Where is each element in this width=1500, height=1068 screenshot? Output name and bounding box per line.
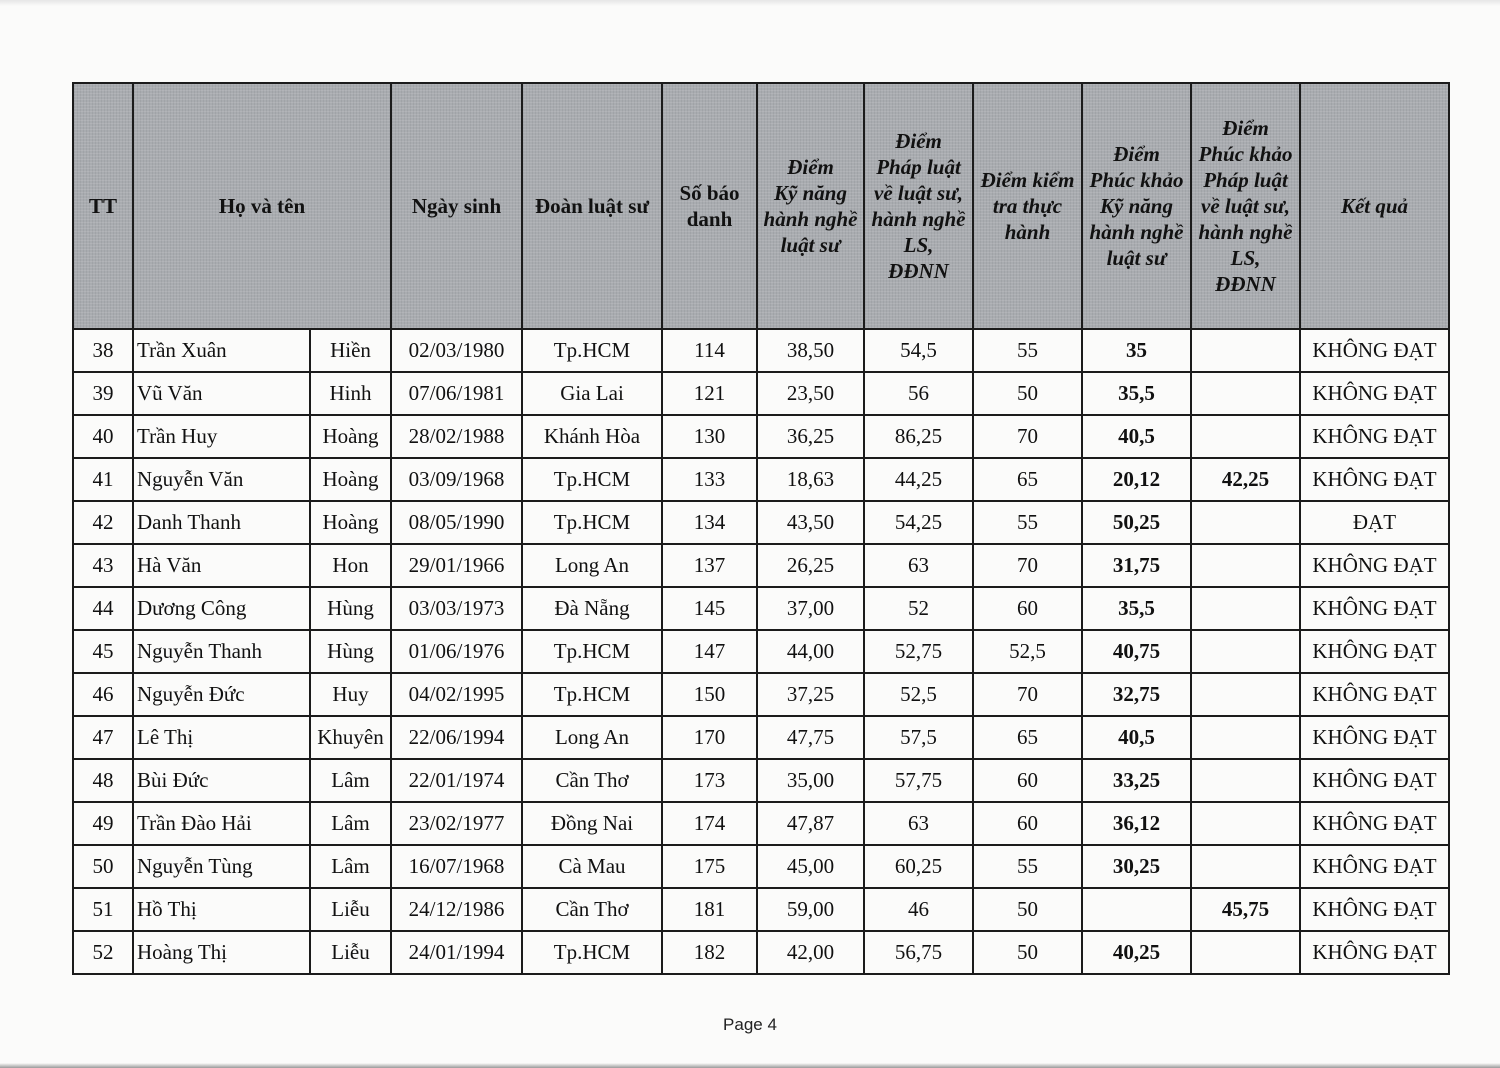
cell-tt: 42 [73, 501, 133, 544]
cell-diem-kiem-tra-thuc-hanh: 60 [973, 587, 1082, 630]
cell-diem-kiem-tra-thuc-hanh: 70 [973, 415, 1082, 458]
cell-ngay-sinh: 04/02/1995 [391, 673, 522, 716]
cell-ho: Bùi Đức [133, 759, 310, 802]
cell-phuc-khao-ky-nang: 20,12 [1082, 458, 1191, 501]
header-phuc-khao-phap-luat [1191, 83, 1300, 329]
cell-ket-qua: KHÔNG ĐẠT [1300, 845, 1449, 888]
header-line: luật sư [1106, 246, 1167, 270]
cell-ho: Nguyễn Văn [133, 458, 310, 501]
cell-diem-kiem-tra-thuc-hanh: 60 [973, 802, 1082, 845]
cell-phuc-khao-ky-nang: 50,25 [1082, 501, 1191, 544]
header-line: Điểm [1113, 142, 1160, 166]
cell-tt: 51 [73, 888, 133, 931]
cell-ngay-sinh: 29/01/1966 [391, 544, 522, 587]
cell-tt: 41 [73, 458, 133, 501]
table-row [73, 415, 1449, 458]
header-line: Phúc khảo [1198, 142, 1293, 166]
header-so-bao-danh [662, 83, 757, 329]
cell-ho: Nguyễn Đức [133, 673, 310, 716]
cell-diem-phap-luat: 52 [864, 587, 973, 630]
cell-ten: Lâm [310, 845, 391, 888]
cell-phuc-khao-ky-nang: 33,25 [1082, 759, 1191, 802]
cell-phuc-khao-ky-nang: 40,25 [1082, 931, 1191, 974]
cell-doan-luat-su: Tp.HCM [522, 630, 662, 673]
cell-phuc-khao-phap-luat [1191, 501, 1300, 544]
cell-ket-qua: KHÔNG ĐẠT [1300, 415, 1449, 458]
cell-diem-kiem-tra-thuc-hanh: 70 [973, 544, 1082, 587]
cell-diem-ky-nang: 26,25 [757, 544, 864, 587]
cell-phuc-khao-ky-nang: 40,5 [1082, 415, 1191, 458]
scan-edge-top [0, 0, 1500, 6]
header-line: luật sư [780, 233, 841, 257]
header-line: Điểm [895, 129, 942, 153]
cell-phuc-khao-ky-nang: 35,5 [1082, 587, 1191, 630]
header-line: Điểm kiểm [980, 168, 1075, 192]
table-row [73, 329, 1449, 372]
header-line: Điểm [1222, 116, 1269, 140]
cell-phuc-khao-ky-nang: 30,25 [1082, 845, 1191, 888]
header-line: Phúc khảo [1089, 168, 1184, 192]
cell-ten: Liễu [310, 931, 391, 974]
header-line: về luật sư, [1201, 194, 1291, 218]
cell-doan-luat-su: Long An [522, 544, 662, 587]
cell-phuc-khao-phap-luat [1191, 845, 1300, 888]
cell-tt: 40 [73, 415, 133, 458]
cell-doan-luat-su: Khánh Hòa [522, 415, 662, 458]
cell-so-bao-danh: 174 [662, 802, 757, 845]
header-line: hành nghề [1089, 220, 1184, 244]
cell-so-bao-danh: 121 [662, 372, 757, 415]
table-row [73, 759, 1449, 802]
cell-tt: 47 [73, 716, 133, 759]
cell-diem-kiem-tra-thuc-hanh: 55 [973, 845, 1082, 888]
cell-doan-luat-su: Đà Nẵng [522, 587, 662, 630]
cell-diem-kiem-tra-thuc-hanh: 55 [973, 329, 1082, 372]
cell-diem-ky-nang: 38,50 [757, 329, 864, 372]
header-ket-qua: Kết quả [1300, 83, 1449, 329]
cell-doan-luat-su: Long An [522, 716, 662, 759]
table-row [73, 630, 1449, 673]
cell-phuc-khao-ky-nang: 40,5 [1082, 716, 1191, 759]
cell-doan-luat-su: Đồng Nai [522, 802, 662, 845]
cell-phuc-khao-phap-luat [1191, 759, 1300, 802]
header-line: hành nghề [763, 207, 858, 231]
header-ngay-sinh: Ngày sinh [391, 83, 522, 329]
cell-so-bao-danh: 173 [662, 759, 757, 802]
cell-diem-ky-nang: 43,50 [757, 501, 864, 544]
header-tt: TT [73, 83, 133, 329]
cell-diem-kiem-tra-thuc-hanh: 50 [973, 931, 1082, 974]
header-line: Pháp luật [1203, 168, 1288, 192]
cell-ket-qua: ĐẠT [1300, 501, 1449, 544]
header-line: hành [1004, 220, 1051, 244]
cell-ngay-sinh: 03/03/1973 [391, 587, 522, 630]
header-line: ĐĐNN [1215, 272, 1276, 296]
header-ky-nang [757, 83, 864, 329]
cell-ngay-sinh: 22/06/1994 [391, 716, 522, 759]
cell-ten: Hiền [310, 329, 391, 372]
cell-so-bao-danh: 182 [662, 931, 757, 974]
cell-phuc-khao-phap-luat [1191, 716, 1300, 759]
cell-ho: Trần Huy [133, 415, 310, 458]
cell-diem-kiem-tra-thuc-hanh: 65 [973, 716, 1082, 759]
table-row [73, 716, 1449, 759]
header-ho-ten: Họ và tên [133, 83, 391, 329]
cell-so-bao-danh: 130 [662, 415, 757, 458]
cell-ngay-sinh: 22/01/1974 [391, 759, 522, 802]
header-line: LS, [1230, 246, 1261, 270]
cell-phuc-khao-ky-nang [1082, 888, 1191, 931]
cell-phuc-khao-phap-luat [1191, 630, 1300, 673]
table-row [73, 372, 1449, 415]
cell-ho: Trần Đào Hải [133, 802, 310, 845]
cell-ket-qua: KHÔNG ĐẠT [1300, 759, 1449, 802]
table-row [73, 888, 1449, 931]
cell-diem-phap-luat: 52,75 [864, 630, 973, 673]
cell-diem-phap-luat: 52,5 [864, 673, 973, 716]
cell-doan-luat-su: Cần Thơ [522, 759, 662, 802]
cell-diem-phap-luat: 54,5 [864, 329, 973, 372]
cell-diem-kiem-tra-thuc-hanh: 60 [973, 759, 1082, 802]
cell-diem-ky-nang: 18,63 [757, 458, 864, 501]
cell-tt: 45 [73, 630, 133, 673]
cell-ket-qua: KHÔNG ĐẠT [1300, 931, 1449, 974]
cell-ten: Hoàng [310, 501, 391, 544]
cell-diem-phap-luat: 86,25 [864, 415, 973, 458]
cell-ngay-sinh: 16/07/1968 [391, 845, 522, 888]
table-header [73, 83, 1449, 329]
cell-phuc-khao-ky-nang: 35 [1082, 329, 1191, 372]
header-line: về luật sư, [874, 181, 964, 205]
header-so-bao-danh-line: Số báo [679, 181, 740, 205]
header-line: tra thực [992, 194, 1063, 218]
cell-diem-phap-luat: 46 [864, 888, 973, 931]
header-phuc-khao-ky-nang [1082, 83, 1191, 329]
table-row [73, 845, 1449, 888]
cell-ten: Liễu [310, 888, 391, 931]
cell-doan-luat-su: Tp.HCM [522, 329, 662, 372]
header-line: hành nghề [1198, 220, 1293, 244]
cell-phuc-khao-phap-luat: 42,25 [1191, 458, 1300, 501]
cell-diem-ky-nang: 36,25 [757, 415, 864, 458]
header-row [73, 83, 1449, 329]
cell-phuc-khao-ky-nang: 32,75 [1082, 673, 1191, 716]
cell-diem-phap-luat: 56,75 [864, 931, 973, 974]
cell-ho: Trần Xuân [133, 329, 310, 372]
table-row [73, 673, 1449, 716]
cell-tt: 52 [73, 931, 133, 974]
header-line: hành nghề [871, 207, 966, 231]
header-line: Pháp luật [876, 155, 961, 179]
cell-diem-ky-nang: 37,25 [757, 673, 864, 716]
header-line: Kỹ năng [1100, 194, 1173, 218]
cell-ngay-sinh: 24/01/1994 [391, 931, 522, 974]
header-so-bao-danh-line: danh [686, 207, 733, 231]
cell-ket-qua: KHÔNG ĐẠT [1300, 716, 1449, 759]
cell-so-bao-danh: 175 [662, 845, 757, 888]
cell-doan-luat-su: Cà Mau [522, 845, 662, 888]
cell-ket-qua: KHÔNG ĐẠT [1300, 329, 1449, 372]
cell-diem-ky-nang: 47,75 [757, 716, 864, 759]
cell-ket-qua: KHÔNG ĐẠT [1300, 802, 1449, 845]
cell-so-bao-danh: 170 [662, 716, 757, 759]
cell-tt: 48 [73, 759, 133, 802]
cell-ket-qua: KHÔNG ĐẠT [1300, 587, 1449, 630]
cell-ho: Hoàng Thị [133, 931, 310, 974]
cell-phuc-khao-phap-luat [1191, 329, 1300, 372]
cell-phuc-khao-phap-luat [1191, 544, 1300, 587]
cell-diem-ky-nang: 23,50 [757, 372, 864, 415]
cell-phuc-khao-phap-luat [1191, 802, 1300, 845]
cell-ket-qua: KHÔNG ĐẠT [1300, 458, 1449, 501]
cell-diem-kiem-tra-thuc-hanh: 50 [973, 372, 1082, 415]
cell-diem-phap-luat: 56 [864, 372, 973, 415]
header-line: LS, [903, 233, 934, 257]
cell-ten: Khuyên [310, 716, 391, 759]
table-row [73, 587, 1449, 630]
cell-ho: Danh Thanh [133, 501, 310, 544]
cell-diem-ky-nang: 59,00 [757, 888, 864, 931]
cell-ket-qua: KHÔNG ĐẠT [1300, 888, 1449, 931]
cell-phuc-khao-ky-nang: 40,75 [1082, 630, 1191, 673]
cell-tt: 50 [73, 845, 133, 888]
cell-so-bao-danh: 133 [662, 458, 757, 501]
cell-ho: Lê Thị [133, 716, 310, 759]
cell-ten: Lâm [310, 802, 391, 845]
cell-so-bao-danh: 134 [662, 501, 757, 544]
header-line: Điểm [787, 155, 834, 179]
cell-phuc-khao-phap-luat [1191, 372, 1300, 415]
cell-so-bao-danh: 145 [662, 587, 757, 630]
cell-diem-ky-nang: 45,00 [757, 845, 864, 888]
cell-so-bao-danh: 181 [662, 888, 757, 931]
cell-ho: Vũ Văn [133, 372, 310, 415]
cell-phuc-khao-phap-luat [1191, 931, 1300, 974]
cell-doan-luat-su: Tp.HCM [522, 501, 662, 544]
cell-diem-phap-luat: 57,75 [864, 759, 973, 802]
cell-diem-kiem-tra-thuc-hanh: 65 [973, 458, 1082, 501]
cell-ngay-sinh: 08/05/1990 [391, 501, 522, 544]
table-row [73, 458, 1449, 501]
cell-ho: Hồ Thị [133, 888, 310, 931]
cell-doan-luat-su: Tp.HCM [522, 458, 662, 501]
cell-ngay-sinh: 24/12/1986 [391, 888, 522, 931]
cell-so-bao-danh: 147 [662, 630, 757, 673]
cell-ngay-sinh: 07/06/1981 [391, 372, 522, 415]
cell-diem-kiem-tra-thuc-hanh: 70 [973, 673, 1082, 716]
table-row [73, 501, 1449, 544]
cell-ten: Hùng [310, 630, 391, 673]
cell-diem-phap-luat: 60,25 [864, 845, 973, 888]
header-line: ĐĐNN [888, 259, 949, 283]
cell-so-bao-danh: 150 [662, 673, 757, 716]
cell-ho: Nguyễn Thanh [133, 630, 310, 673]
cell-ngay-sinh: 02/03/1980 [391, 329, 522, 372]
results-table [72, 82, 1450, 975]
cell-ket-qua: KHÔNG ĐẠT [1300, 673, 1449, 716]
header-line: Kỹ năng [774, 181, 847, 205]
cell-tt: 43 [73, 544, 133, 587]
cell-so-bao-danh: 137 [662, 544, 757, 587]
cell-diem-ky-nang: 47,87 [757, 802, 864, 845]
scan-edge-bottom [0, 1063, 1500, 1068]
cell-phuc-khao-phap-luat [1191, 673, 1300, 716]
cell-ket-qua: KHÔNG ĐẠT [1300, 372, 1449, 415]
cell-ngay-sinh: 03/09/1968 [391, 458, 522, 501]
cell-ten: Huy [310, 673, 391, 716]
header-kiem-tra-thuc-hanh [973, 83, 1082, 329]
cell-ngay-sinh: 23/02/1977 [391, 802, 522, 845]
cell-so-bao-danh: 114 [662, 329, 757, 372]
cell-phuc-khao-ky-nang: 35,5 [1082, 372, 1191, 415]
page-number: Page 4 [723, 1015, 777, 1034]
cell-phuc-khao-phap-luat [1191, 587, 1300, 630]
cell-ngay-sinh: 28/02/1988 [391, 415, 522, 458]
cell-diem-phap-luat: 63 [864, 802, 973, 845]
cell-ngay-sinh: 01/06/1976 [391, 630, 522, 673]
cell-diem-ky-nang: 42,00 [757, 931, 864, 974]
cell-ket-qua: KHÔNG ĐẠT [1300, 630, 1449, 673]
cell-tt: 38 [73, 329, 133, 372]
table-row [73, 802, 1449, 845]
cell-diem-ky-nang: 37,00 [757, 587, 864, 630]
cell-diem-kiem-tra-thuc-hanh: 55 [973, 501, 1082, 544]
cell-diem-phap-luat: 63 [864, 544, 973, 587]
cell-ket-qua: KHÔNG ĐẠT [1300, 544, 1449, 587]
cell-ten: Hon [310, 544, 391, 587]
cell-phuc-khao-phap-luat: 45,75 [1191, 888, 1300, 931]
cell-ten: Lâm [310, 759, 391, 802]
cell-tt: 46 [73, 673, 133, 716]
cell-ten: Hinh [310, 372, 391, 415]
cell-phuc-khao-phap-luat [1191, 415, 1300, 458]
cell-ten: Hùng [310, 587, 391, 630]
cell-diem-phap-luat: 44,25 [864, 458, 973, 501]
table-row [73, 931, 1449, 974]
cell-tt: 39 [73, 372, 133, 415]
cell-diem-ky-nang: 35,00 [757, 759, 864, 802]
cell-ho: Dương Công [133, 587, 310, 630]
cell-diem-phap-luat: 57,5 [864, 716, 973, 759]
cell-diem-kiem-tra-thuc-hanh: 52,5 [973, 630, 1082, 673]
cell-doan-luat-su: Tp.HCM [522, 931, 662, 974]
header-phap-luat [864, 83, 973, 329]
table-body [73, 329, 1449, 974]
cell-tt: 49 [73, 802, 133, 845]
cell-ho: Hà Văn [133, 544, 310, 587]
cell-phuc-khao-ky-nang: 36,12 [1082, 802, 1191, 845]
cell-diem-kiem-tra-thuc-hanh: 50 [973, 888, 1082, 931]
cell-doan-luat-su: Tp.HCM [522, 673, 662, 716]
header-doan-luat-su: Đoàn luật sư [522, 83, 662, 329]
table-row [73, 544, 1449, 587]
cell-tt: 44 [73, 587, 133, 630]
cell-doan-luat-su: Cần Thơ [522, 888, 662, 931]
cell-diem-phap-luat: 54,25 [864, 501, 973, 544]
cell-diem-ky-nang: 44,00 [757, 630, 864, 673]
cell-phuc-khao-ky-nang: 31,75 [1082, 544, 1191, 587]
cell-ten: Hoàng [310, 415, 391, 458]
cell-ho: Nguyễn Tùng [133, 845, 310, 888]
cell-doan-luat-su: Gia Lai [522, 372, 662, 415]
cell-ten: Hoàng [310, 458, 391, 501]
